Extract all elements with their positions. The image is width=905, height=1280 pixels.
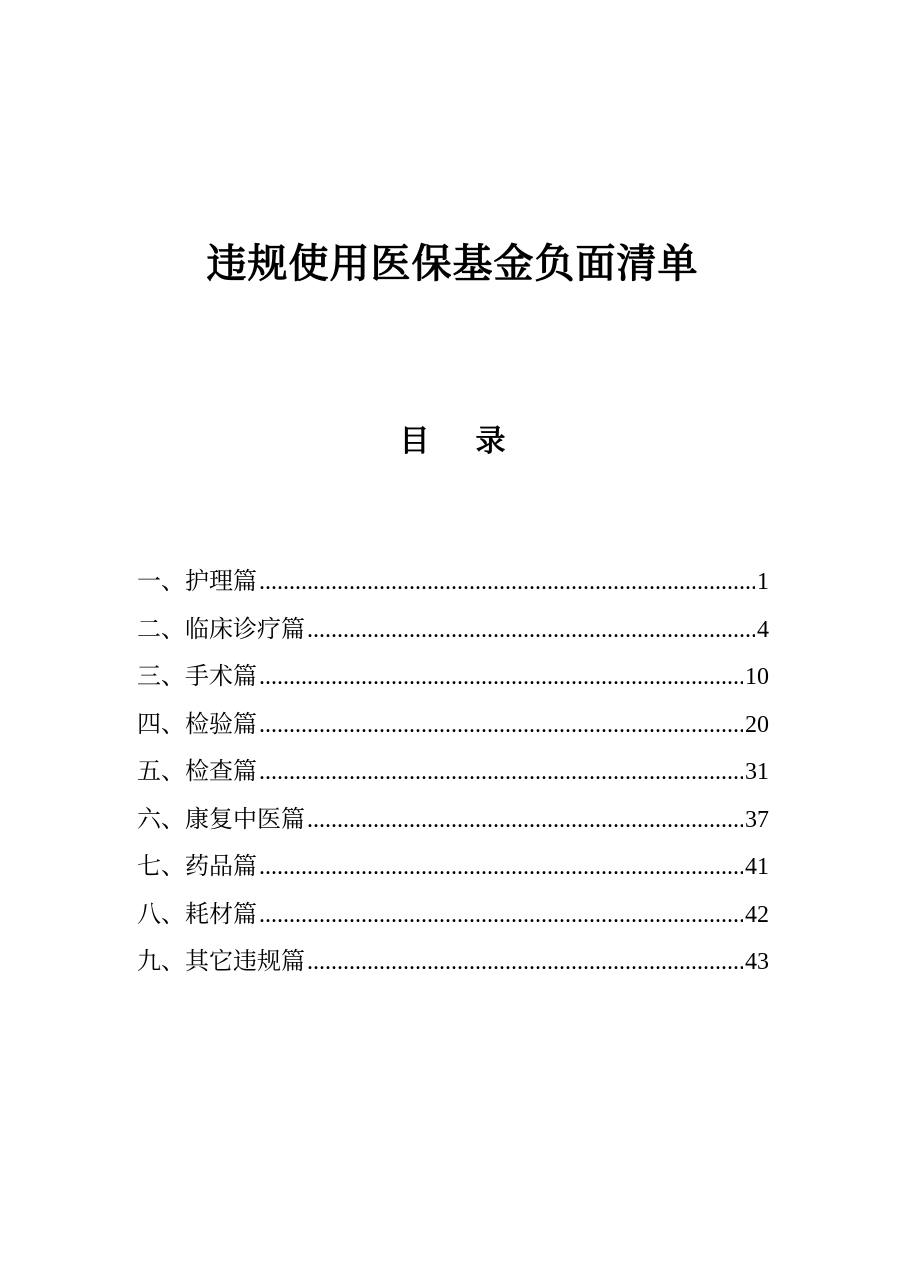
toc-entry-consumables[interactable] [137,891,769,939]
toc-entry-label: 一、护理篇 [137,567,257,595]
toc-dot-leader [259,654,743,701]
toc-dot-leader [259,559,755,606]
toc-entry-page: 37 [745,806,769,833]
toc-dot-leader [259,749,743,796]
toc-entry-page: 31 [745,759,769,785]
toc-entry-label: 七、药品篇 [137,852,257,880]
toc-heading [0,420,905,464]
toc-entry-label: 六、康复中医篇 [137,804,305,833]
toc-entry-examinations[interactable] [137,748,769,796]
toc-entry-page: 20 [745,711,769,738]
toc-dot-leader [259,702,743,749]
toc-entry-page: 1 [757,569,769,595]
toc-entry-page: 42 [745,901,769,928]
toc-entry-page: 4 [757,616,769,643]
toc-entry-lab-tests[interactable] [137,701,769,749]
toc-entry-surgery[interactable] [137,653,769,701]
toc-dot-leader [259,844,743,891]
toc-entry-page: 41 [745,854,769,880]
toc-entry-label: 五、检查篇 [137,757,257,785]
toc-dot-leader [307,797,743,844]
toc-entry-rehab-tcm[interactable] [137,796,769,844]
toc-dot-leader [307,939,743,986]
toc-entry-page: 43 [745,949,769,975]
toc-entry-label: 三、手术篇 [137,662,257,690]
toc-dot-leader [307,607,755,654]
toc-entry-label: 四、检验篇 [137,709,257,738]
table-of-contents [137,558,769,986]
toc-entry-other-violations[interactable] [137,938,769,986]
toc-entry-drugs[interactable] [137,843,769,891]
toc-entry-label: 九、其它违规篇 [137,947,305,975]
toc-heading-char-2: 录 [475,424,506,459]
toc-entry-label: 二、临床诊疗篇 [137,614,305,643]
toc-entry-page: 10 [745,664,769,690]
toc-heading-char-1: 目 [399,424,430,459]
toc-entry-clinical[interactable] [137,606,769,654]
document-title: 违规使用医保基金负面清单 [206,241,699,287]
toc-dot-leader [259,892,743,939]
toc-entry-label: 八、耗材篇 [137,899,257,928]
toc-entry-nursing[interactable] [137,558,769,606]
